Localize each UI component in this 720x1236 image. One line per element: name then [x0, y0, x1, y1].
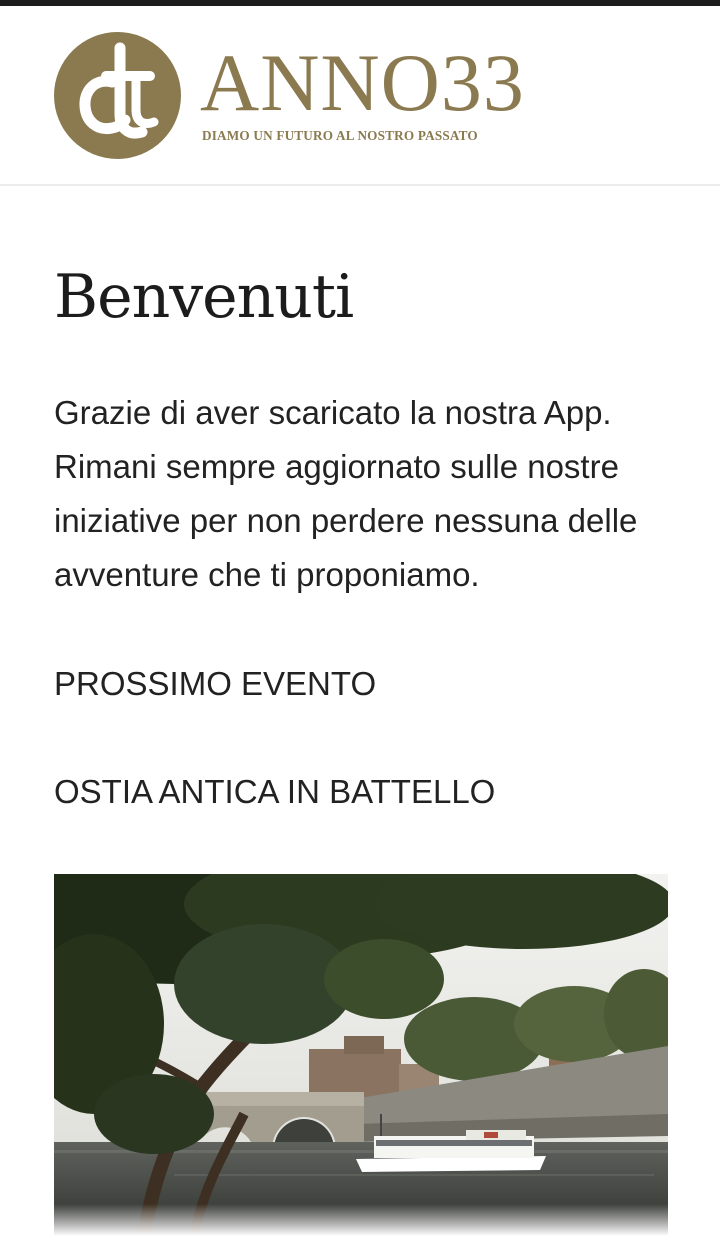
- logo-tagline: DIAMO UN FUTURO AL NOSTRO PASSATO: [202, 128, 478, 143]
- anno33-logo[interactable]: [54, 32, 554, 160]
- dt-monogram-icon: [54, 32, 181, 159]
- page-title: Benvenuti: [54, 262, 354, 332]
- site-header: [0, 6, 720, 186]
- intro-paragraph: Grazie di aver scaricato la nostra App. Rimani sempre aggiornato sulle nostre iniziative per non perdere nessuna delle avventure che ti proponiamo.: [54, 394, 638, 593]
- event-photo-illustration: [54, 874, 668, 1236]
- event-title: OSTIA ANTICA IN BATTELLO: [54, 773, 496, 810]
- logo-wordmark: ANNO33: [200, 37, 525, 128]
- next-event-label: PROSSIMO EVENTO: [54, 665, 377, 702]
- event-photo[interactable]: [54, 874, 668, 1236]
